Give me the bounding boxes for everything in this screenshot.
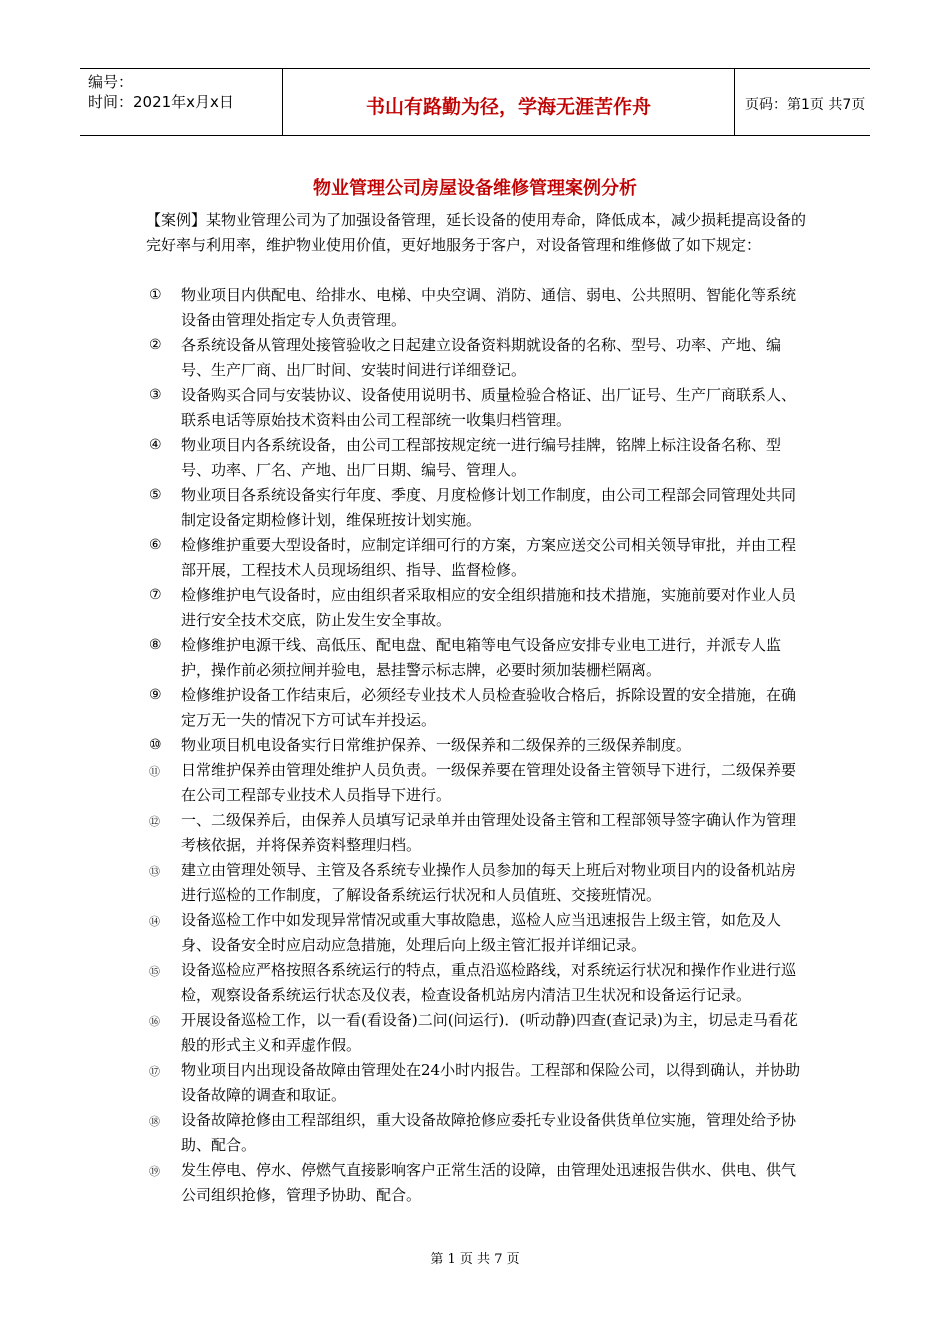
rule-number: ⑭ bbox=[149, 915, 160, 928]
rule-number: ① bbox=[149, 287, 162, 303]
rule-text: 建立由管理处领导、主管及各系统专业操作人员参加的每天上班后对物业项目内的设备机站房进行巡检的工作制度，了解设备系统运行状况和人员值班、交接班情况。 bbox=[181, 861, 797, 904]
rule-number: ⑮ bbox=[149, 965, 160, 978]
rule-text: 物业项目各系统设备实行年度、季度、月度检修计划工作制度，由公司工程部会同管理处共同制定设备定期检修计划，维保班按计划实施。 bbox=[181, 486, 797, 529]
rule-item bbox=[146, 758, 810, 808]
rule-text: 物业项目内出现设备故障由管理处在24小时内报告。工程部和保险公司，以得到确认，并协助设备故障的调查和取证。 bbox=[181, 1061, 801, 1104]
rule-number: ⑧ bbox=[149, 637, 162, 653]
rule-number: ⑩ bbox=[149, 737, 162, 753]
rules-list bbox=[146, 283, 810, 1208]
rule-text: 各系统设备从管理处接管验收之日起建立设备资料期就设备的名称、型号、功率、产地、编号、生产厂商、出厂时间、安装时间进行详细登记。 bbox=[181, 336, 782, 379]
rule-number: ② bbox=[149, 337, 162, 353]
rule-item bbox=[146, 958, 810, 1008]
page-info: 页码：第1页 共7页 bbox=[745, 97, 866, 113]
rule-item bbox=[146, 683, 810, 733]
date-label: 时间：2021年x月x日 bbox=[88, 93, 234, 111]
rule-item bbox=[146, 1108, 810, 1158]
rule-text: 检修维护重要大型设备时，应制定详细可行的方案，方案应送交公司相关领导审批，并由工程部开展，工程技术人员现场组织、指导、监督检修。 bbox=[181, 536, 797, 579]
header-center-cell bbox=[282, 69, 735, 135]
rule-item bbox=[146, 433, 810, 483]
rule-number: ⑲ bbox=[149, 1165, 160, 1178]
rule-item bbox=[146, 633, 810, 683]
rule-item bbox=[146, 808, 810, 858]
rule-text: 物业项目内供配电、给排水、电梯、中央空调、消防、通信、弱电、公共照明、智能化等系统设备由管理处指定专人负责管理。 bbox=[181, 286, 797, 329]
rule-item bbox=[146, 908, 810, 958]
rule-text: 设备购买合同与安装协议、设备使用说明书、质量检验合格证、出厂证号、生产厂商联系人、联系电话等原始技术资料由公司工程部统一收集归档管理。 bbox=[181, 386, 797, 429]
rule-item bbox=[146, 333, 810, 383]
rule-number: ⑦ bbox=[149, 587, 162, 603]
rule-text: 日常维护保养由管理处维护人员负责。一级保养要在管理处设备主管领导下进行，二级保养要在公司工程部专业技术人员指导下进行。 bbox=[181, 761, 797, 804]
rule-number: ④ bbox=[149, 437, 162, 453]
rule-text: 设备巡检工作中如发现异常情况或重大事故隐患，巡检人应当迅速报告上级主管，如危及人身、设备安全时应启动应急措施，处理后向上级主管汇报并详细记录。 bbox=[181, 911, 782, 954]
page-footer: 第 1 页 共 7 页 bbox=[430, 1252, 520, 1267]
rule-item bbox=[146, 533, 810, 583]
rule-item bbox=[146, 858, 810, 908]
rule-number: ⑤ bbox=[149, 487, 162, 503]
motto-text: 书山有路勤为径，学海无涯苦作舟 bbox=[365, 96, 651, 118]
rule-text: 物业项目机电设备实行日常维护保养、一级保养和二级保养的三级保养制度。 bbox=[181, 736, 692, 754]
rule-number: ⑨ bbox=[149, 687, 162, 703]
rule-text: 设备巡检应严格按照各系统运行的特点，重点沿巡检路线，对系统运行状况和操作作业进行巡检，观察设备系统运行状态及仪表，检查设备机站房内清洁卫生状况和设备运行记录。 bbox=[181, 961, 797, 1004]
document-title: 物业管理公司房屋设备维修管理案例分析 bbox=[313, 178, 637, 199]
rule-item bbox=[146, 733, 810, 758]
rule-text: 一、二级保养后，由保养人员填写记录单并由管理处设备主管和工程部领导签字确认作为管理考核依据，并将保养资料整理归档。 bbox=[181, 811, 797, 854]
case-intro: 【案例】某物业管理公司为了加强设备管理，延长设备的使用寿命，降低成本，减少损耗提高设备的完好率与利用率，维护物业使用价值，更好地服务于客户，对设备管理和维修做了如下规定： bbox=[146, 211, 807, 254]
rule-text: 检修维护电源干线、高低压、配电盘、配电箱等电气设备应安排专业电工进行，并派专人监护，操作前必须拉闸并验电，悬挂警示标志牌，必要时须加装栅栏隔离。 bbox=[181, 636, 782, 679]
rule-item bbox=[146, 383, 810, 433]
rule-text: 物业项目内各系统设备，由公司工程部按规定统一进行编号挂牌，铭牌上标注设备名称、型号、功率、厂名、产地、出厂日期、编号、管理人。 bbox=[181, 436, 782, 479]
rule-text: 开展设备巡检工作，以一看(看设备)二问(问运行)．(听动静)四查(查记录)为主，切忌走马看花般的形式主义和弄虚作假。 bbox=[181, 1011, 798, 1054]
rule-item bbox=[146, 283, 810, 333]
rule-item bbox=[146, 583, 810, 633]
rule-number: ⑰ bbox=[149, 1065, 160, 1078]
header-left-cell bbox=[80, 69, 282, 135]
rule-item bbox=[146, 1008, 810, 1058]
header-box bbox=[80, 68, 870, 136]
rule-number: ⑯ bbox=[149, 1015, 160, 1028]
rule-text: 检修维护设备工作结束后，必须经专业技术人员检查验收合格后，拆除设置的安全措施，在确定万无一失的情况下方可试车并投运。 bbox=[181, 686, 797, 729]
rule-number: ⑱ bbox=[149, 1115, 160, 1128]
rule-number: ⑫ bbox=[149, 815, 160, 828]
rule-number: ③ bbox=[149, 387, 162, 403]
rule-number: ⑥ bbox=[149, 537, 162, 553]
rule-text: 设备故障抢修由工程部组织，重大设备故障抢修应委托专业设备供货单位实施，管理处给予协助、配合。 bbox=[181, 1111, 797, 1154]
rule-item bbox=[146, 1058, 810, 1108]
rule-number: ⑬ bbox=[149, 865, 160, 878]
serial-label: 编号： bbox=[88, 73, 134, 91]
rule-number: ⑪ bbox=[149, 765, 160, 778]
rule-text: 检修维护电气设备时，应由组织者采取相应的安全组织措施和技术措施，实施前要对作业人员进行安全技术交底，防止发生安全事故。 bbox=[181, 586, 797, 629]
rule-item bbox=[146, 483, 810, 533]
rule-text: 发生停电、停水、停燃气直接影响客户正常生活的设障，由管理处迅速报告供水、供电、供气公司组织抢修，管理予协助、配合。 bbox=[181, 1161, 797, 1204]
header-right-cell bbox=[735, 69, 870, 135]
rule-item bbox=[146, 1158, 810, 1208]
